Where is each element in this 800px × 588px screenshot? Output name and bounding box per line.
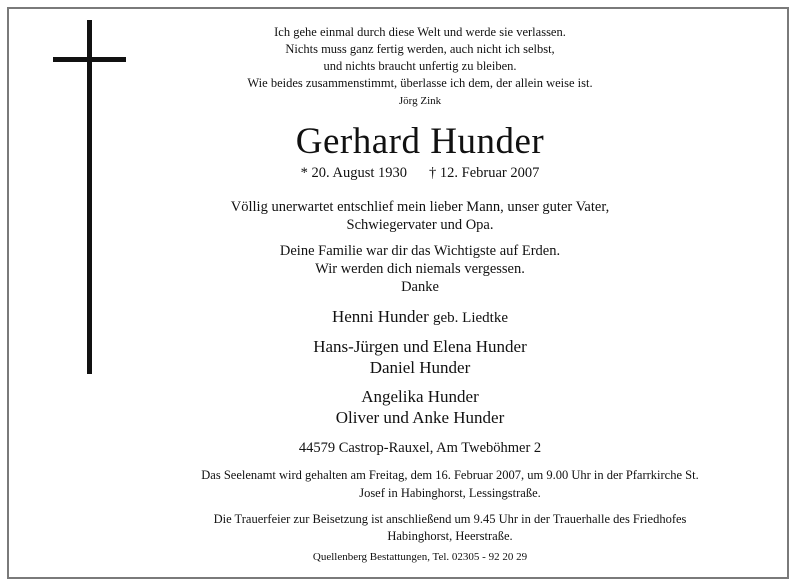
cross-horizontal-bar	[53, 57, 126, 62]
wife-name: Henni Hunder	[331, 307, 429, 326]
deceased-name: Gerhard Hunder	[295, 121, 545, 162]
poem-line: Nichts muss ganz fertig werden, auch nicht ich selbst,	[285, 42, 555, 56]
life-dates	[140, 165, 700, 182]
mourner-line: Oliver und Anke Hunder	[335, 408, 505, 427]
poem-author: Jörg Zink	[398, 95, 442, 107]
poem-line: Wie beides zusammenstimmt, überlasse ich dem, der allein weise ist.	[247, 76, 593, 90]
funeral-notice-line: Die Trauerfeier zur Beisetzung ist anschließend um 9.45 Uhr in der Trauerhalle des Friedhofes	[213, 512, 687, 526]
requiem-notice-line: Josef in Habinghorst, Lessingstraße.	[359, 486, 541, 500]
death-date: † 12. Februar 2007	[429, 165, 540, 181]
poem-line: Ich gehe einmal durch diese Welt und werde sie verlassen.	[274, 25, 566, 39]
mourners-address: 44579 Castrop-Rauxel, Am Tweböhmer 2	[298, 440, 542, 456]
undertaker-contact: Quellenberg Bestattungen, Tel. 02305 - 92 20 29	[312, 551, 528, 563]
mourner-line: Hans-Jürgen und Elena Hunder	[313, 337, 527, 356]
message-line: Schwiegervater und Opa.	[346, 217, 494, 233]
message-line: Deine Familie war dir das Wichtigste auf Erden.	[279, 243, 561, 259]
message-line: Danke	[401, 279, 439, 295]
mourner-line: Daniel Hunder	[369, 358, 471, 377]
requiem-notice-line: Das Seelenamt wird gehalten am Freitag, dem 16. Februar 2007, um 9.00 Uhr in der Pfarrkirche St.	[201, 468, 699, 482]
mourner-wife	[140, 307, 700, 327]
message-line: Wir werden dich niemals vergessen.	[315, 261, 525, 277]
funeral-notice-line: Habinghorst, Heerstraße.	[387, 529, 513, 543]
wife-birthname: geb. Liedtke	[433, 310, 508, 326]
mourner-line: Angelika Hunder	[361, 387, 479, 406]
poem-line: und nichts braucht unfertig zu bleiben.	[323, 59, 517, 73]
birth-date: * 20. August 1930	[300, 165, 407, 181]
message-line: Völlig unerwartet entschlief mein lieber Mann, unser guter Vater,	[230, 199, 610, 215]
cross-vertical-bar	[87, 20, 92, 374]
